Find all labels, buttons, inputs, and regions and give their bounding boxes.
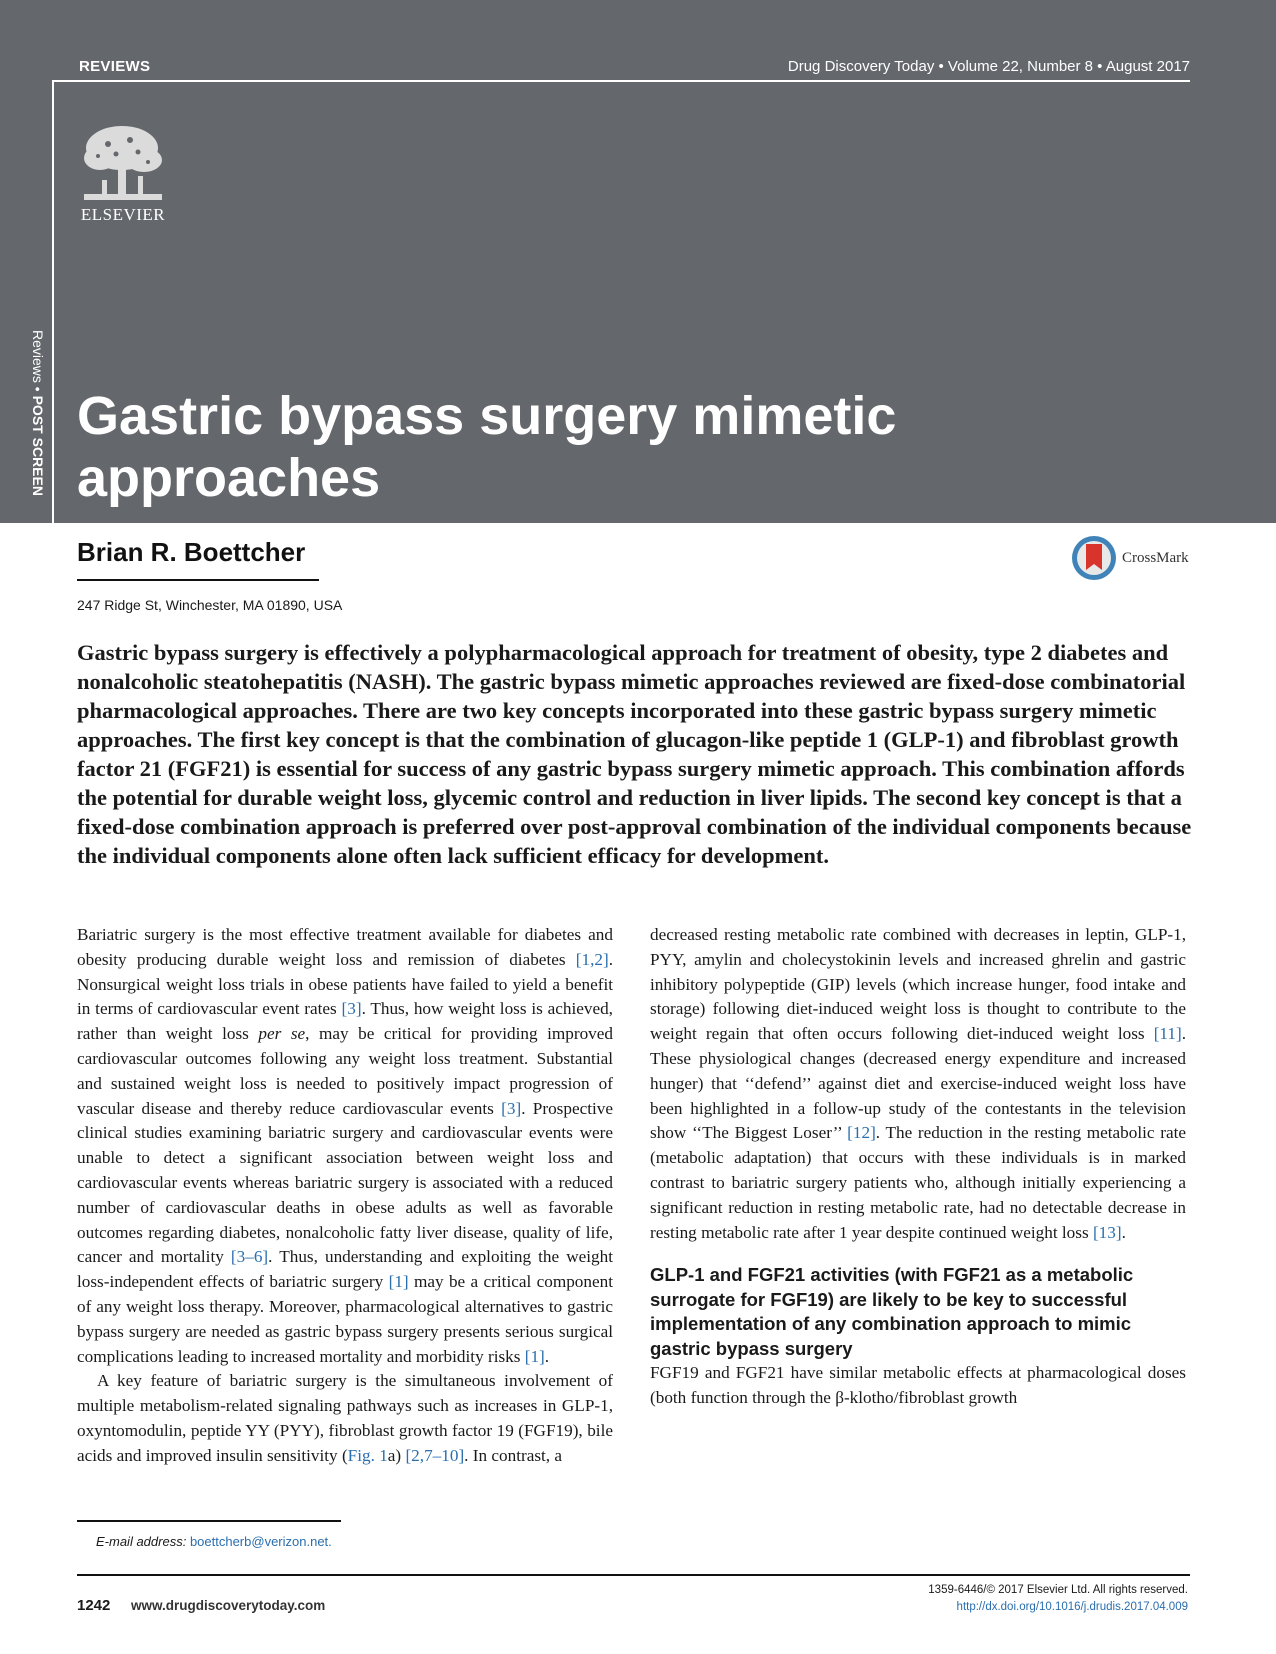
footnote-rule <box>77 1520 341 1522</box>
doi-link[interactable]: http://dx.doi.org/10.1016/j.drudis.2017.04.009 <box>956 1601 1188 1613</box>
author-rule <box>77 579 319 581</box>
article-title: Gastric bypass surgery mimetic approaches <box>77 386 897 508</box>
body-column-right <box>650 923 1186 1411</box>
page-number: 1242 <box>77 1597 111 1614</box>
side-label-reviews: Reviews <box>30 330 46 383</box>
abstract: Gastric bypass surgery is effectively a polypharmacological approach for treatment of obesity, type 2 diabetes and nonalcoholic steatohepatitis (NASH). The gastric bypass mimetic approaches reviewed are fixed-dose combinatorial pharmacological approaches. There are two key concepts incorporated into these gastric bypass surgery mimetic approaches. The first key concept is that the combination of glucagon-like peptide 1 (GLP-1) and fibroblast growth factor 21 (FGF21) is essential for success of any gastric bypass surgery mimetic approach. This combination affords the potential for durable weight loss, glycemic control and reduction in liver lipids. The second key concept is that a fixed-dose combination approach is preferred over post-approval combination of the individual components because the individual components alone often lack sufficient efficacy for development. <box>77 640 1192 868</box>
citation-link[interactable]: [11] <box>1153 1024 1182 1044</box>
section-label: REVIEWS <box>79 58 151 75</box>
citation-link[interactable]: Fig. 1 <box>347 1445 388 1465</box>
body-paragraph-3: FGF19 and FGF21 have similar metabolic effects at pharmacological doses (both function through the β-klotho/fibroblast growth <box>650 1363 1186 1408</box>
citation-link[interactable]: [1,2] <box>575 949 609 969</box>
citation-link[interactable]: [2,7–10] <box>405 1445 465 1465</box>
footnote-label: E-mail address: <box>96 1534 187 1549</box>
body-paragraph-2-continued: decreased resting metabolic rate combined with decreases in leptin, GLP-1, PYY, amylin and cholecystokinin levels and increased ghrelin and gastric inhibitory polypeptide (GIP) levels (which increase hunger, food intake and storage) following diet-induced weight loss is thought to contribute to the weight regain that often occurs following diet-induced weight loss [11]. These physiological changes (decreased energy expenditure and increased hunger) that ‘‘defend’’ against diet and exercise-induced weight loss have been highlighted in a follow-up study of the contestants in the television show ‘‘The Biggest Loser’’ [12]. The reduction in the resting metabolic rate (metabolic adaptation) that occurs with these individuals is in marked contrast to bariatric surgery patients who, although initially experiencing a significant reduction in resting metabolic rate, had no detectable decrease in resting metabolic rate after 1 year despite continued weight loss [13]. <box>650 925 1187 1242</box>
body-column-left <box>77 923 613 1469</box>
footnote-email <box>96 1534 332 1549</box>
email-link[interactable]: boettcherb@verizon.net. <box>189 1534 332 1549</box>
journal-website-link[interactable]: www.drugdiscoverytoday.com <box>131 1598 326 1613</box>
crossmark-label: CrossMark <box>1122 550 1189 566</box>
section-heading: GLP-1 and FGF21 activities (with FGF21 as a metabolic surrogate for FGF19) are likely to be key to successful implementation of any combination approach to mimic gastric bypass surgery <box>650 1264 1134 1359</box>
journal-citation: Drug Discovery Today • Volume 22, Number 8 • August 2017 <box>787 58 1190 75</box>
citation-link[interactable]: [1] <box>388 1272 409 1292</box>
italic-text: per se <box>258 1024 306 1044</box>
citation-link[interactable]: [3] <box>501 1098 522 1118</box>
footer-rule <box>77 1574 1190 1576</box>
elsevier-wordmark: ELSEVIER <box>80 205 166 224</box>
citation-link[interactable]: [13] <box>1092 1222 1122 1242</box>
crossmark-icon <box>1070 534 1118 582</box>
side-section-label: Reviews • POST SCREEN <box>30 330 46 496</box>
citation-link[interactable]: [12] <box>847 1123 876 1143</box>
crossmark-badge[interactable] <box>1070 534 1200 584</box>
header-rule <box>52 80 1190 82</box>
side-label-post-screen: POST SCREEN <box>30 395 46 496</box>
copyright-notice: 1359-6446/© 2017 Elsevier Ltd. All rights reserved. <box>928 1584 1188 1596</box>
author-name: Brian R. Boettcher <box>77 537 306 567</box>
author-affiliation: 247 Ridge St, Winchester, MA 01890, USA <box>77 597 343 613</box>
header-side-rule <box>52 80 54 523</box>
citation-link[interactable]: [1] <box>524 1346 545 1366</box>
citation-link[interactable]: [3–6] <box>230 1247 269 1267</box>
body-paragraph-1: Bariatric surgery is the most effective treatment available for diabetes and obesity producing durable weight loss and remission of diabetes [1,2]. Nonsurgical weight loss trials in obese patients have failed to yield a benefit in terms of cardiovascular event rates [3]. Thus, how weight loss is achieved, rather than weight loss per se, may be critical for providing improved cardiovascular outcomes following any weight loss treatment. Substantial and sustained weight loss is needed to positively impact progression of vascular disease and thereby reduce cardiovascular events [3]. Prospective clinical studies examining bariatric surgery and cardiovascular events were unable to detect a significant association between weight loss and cardiovascular events whereas bariatric surgery is associated with a reduced number of cardiovascular deaths in obese adults as well as favorable outcomes regarding diabetes, nonalcoholic fatty liver disease, quality of life, cancer and mortality [3–6]. Thus, understanding and exploiting the weight loss-independent effects of bariatric surgery [1] may be a critical component of any weight loss therapy. Moreover, pharmacological alternatives to gastric bypass surgery are needed as gastric bypass surgery presents serious surgical complications leading to increased mortality and morbidity risks [1]. <box>77 925 613 1366</box>
body-paragraph-2: A key feature of bariatric surgery is the simultaneous involvement of multiple metabolism-related signaling pathways such as increases in GLP-1, oxyntomodulin, peptide YY (PYY), fibroblast growth factor 19 (FGF19), bile acids and improved insulin sensitivity (Fig. 1a) [2,7–10]. In contrast, a <box>77 1371 613 1465</box>
citation-link[interactable]: [3] <box>341 999 362 1019</box>
